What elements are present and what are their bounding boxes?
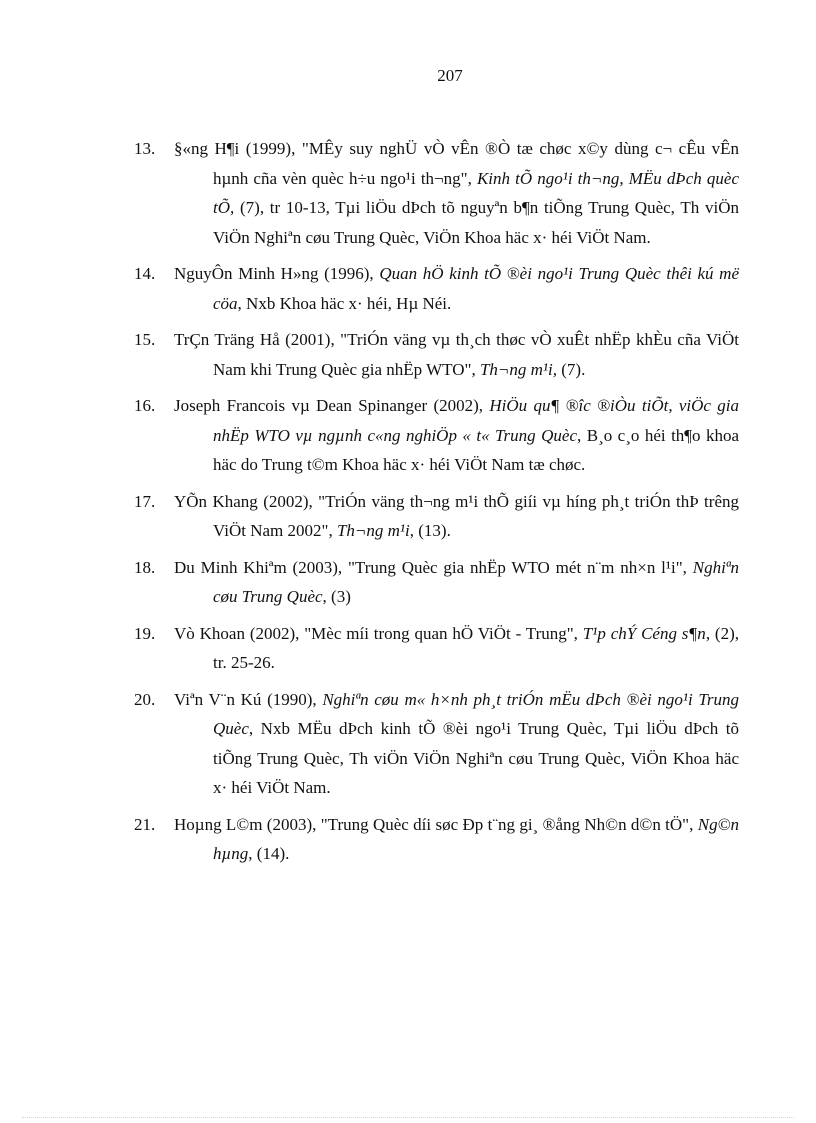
reference-text [174, 810, 739, 869]
reference-item [0, 259, 816, 318]
page-number: 207 [437, 66, 463, 85]
reference-segment: , B¸o c¸o héi th¶o khoa häc do Trung t©m Khoa häc x· héi ViÖt Nam tæ chøc. [213, 425, 740, 474]
reference-source-title: Th¬ng m¹i, [479, 359, 557, 379]
reference-text [174, 325, 739, 384]
reference-item [0, 619, 816, 678]
reference-segment: , (14). [248, 844, 290, 863]
reference-number: 21. [134, 814, 156, 834]
reference-text [174, 619, 739, 678]
reference-source-title: Nghiªn cøu Trung Quèc [213, 557, 739, 606]
reference-number: 20. [134, 689, 156, 709]
reference-source-title: Quan hÖ kinh tÕ ®èi ngo¹i Trung Quèc thêi kú më cöa [213, 264, 740, 313]
reference-item [0, 391, 816, 480]
reference-segment: §«ng H¶i (1999), "MÊy suy nghÜ vÒ vÊn ®Ò tæ chøc x©y dùng c¬ cÊu vÊn hµnh cña vèn quèc h÷u ngo¹i th¬ng", [174, 139, 739, 188]
reference-number: 19. [134, 623, 156, 643]
reference-segment: Joseph Francois vµ Dean Spinanger (2002), [174, 396, 490, 415]
reference-segment: Du Minh Khiªm (2003), "Trung Quèc gia nhËp WTO mét n¨m nh×n l¹i", [174, 557, 693, 577]
reference-source-title: Th¬ng m¹i [336, 521, 410, 540]
reference-item [0, 134, 816, 252]
reference-segment: Vò Khoan (2002), "Mèc míi trong quan hÖ ViÖt - Trung", [174, 623, 583, 643]
reference-text [174, 487, 739, 546]
reference-item [0, 553, 816, 612]
reference-text [174, 134, 739, 252]
reference-segment: , Nxb MËu dÞch kinh tÕ ®èi ngo¹i Trung Quèc, Tµi liÖu dÞch tõ tiÕng Trung Quèc, Th viÖn ViÖn Nghiªn cøu Trung Quèc, ViÖn Khoa häc x· héi ViÖt Nam. [213, 719, 739, 797]
reference-segment: , (3) [322, 587, 351, 606]
reference-source-title: Ng©n hµng [213, 814, 739, 863]
reference-segment: (7), tr 10-13, Tµi liÖu dÞch tõ nguyªn b¶n tiÕng Trung Quèc, Th viÖn ViÖn Nghiªn cøu Trung Quèc, ViÖn Khoa häc x· héi ViÖt Nam. [213, 198, 739, 247]
reference-segment: NguyÔn Minh H»ng (1996), [174, 264, 380, 283]
page-bottom-divider [22, 1117, 794, 1118]
reference-number: 18. [134, 557, 156, 577]
reference-item [0, 325, 816, 384]
reference-item [0, 810, 816, 869]
reference-source-title: T¹p chÝ Céng s¶n [582, 623, 706, 643]
reference-text [174, 685, 739, 803]
reference-segment: Hoµng L©m (2003), "Trung Quèc díi søc Ðp t¨ng gi¸ ®ång Nh©n d©n tÖ", [174, 814, 698, 834]
reference-number: 14. [134, 264, 156, 283]
reference-segment: , (2), tr. 25-26. [213, 623, 739, 672]
reference-source-title: Nghiªn cøu m« h×nh ph¸t triÓn mËu dÞch ®èi ngo¹i Trung Quèc [213, 689, 739, 738]
reference-number: 13. [134, 139, 156, 158]
reference-number: 15. [134, 330, 156, 349]
reference-number: 16. [134, 396, 156, 415]
reference-segment: , Nxb Khoa häc x· héi, Hµ Néi. [237, 293, 452, 313]
reference-source-title: Kinh tÕ ngo¹i th¬ng, MËu dÞch quèc tÕ, [213, 168, 739, 217]
reference-list [0, 134, 816, 876]
reference-segment: , (13). [409, 521, 451, 540]
reference-segment: TrÇn Träng Hå (2001), "TriÓn väng vµ th¸ch thøc vÒ xuÊt nhËp khÈu cña ViÖt Nam khi Trung Quèc gia nhËp WTO", [174, 330, 739, 379]
reference-item [0, 685, 816, 803]
reference-segment: (7). [557, 359, 586, 379]
reference-item [0, 487, 816, 546]
reference-text [174, 553, 739, 612]
reference-text [174, 259, 739, 318]
reference-source-title: HiÖu qu¶ ®îc ®iÒu tiÕt, viÖc gia nhËp WTO vµ ngµnh c«ng nghiÖp « t« Trung Quèc [213, 396, 739, 445]
reference-text [174, 391, 739, 480]
reference-segment: Viªn V¨n Kú (1990), [174, 689, 323, 709]
reference-number: 17. [134, 491, 156, 511]
reference-segment: YÕn Khang (2002), "TriÓn väng th¬ng m¹i thÕ giíi vµ híng ph¸t triÓn thÞ trêng ViÖt Nam 2002", [174, 491, 739, 540]
